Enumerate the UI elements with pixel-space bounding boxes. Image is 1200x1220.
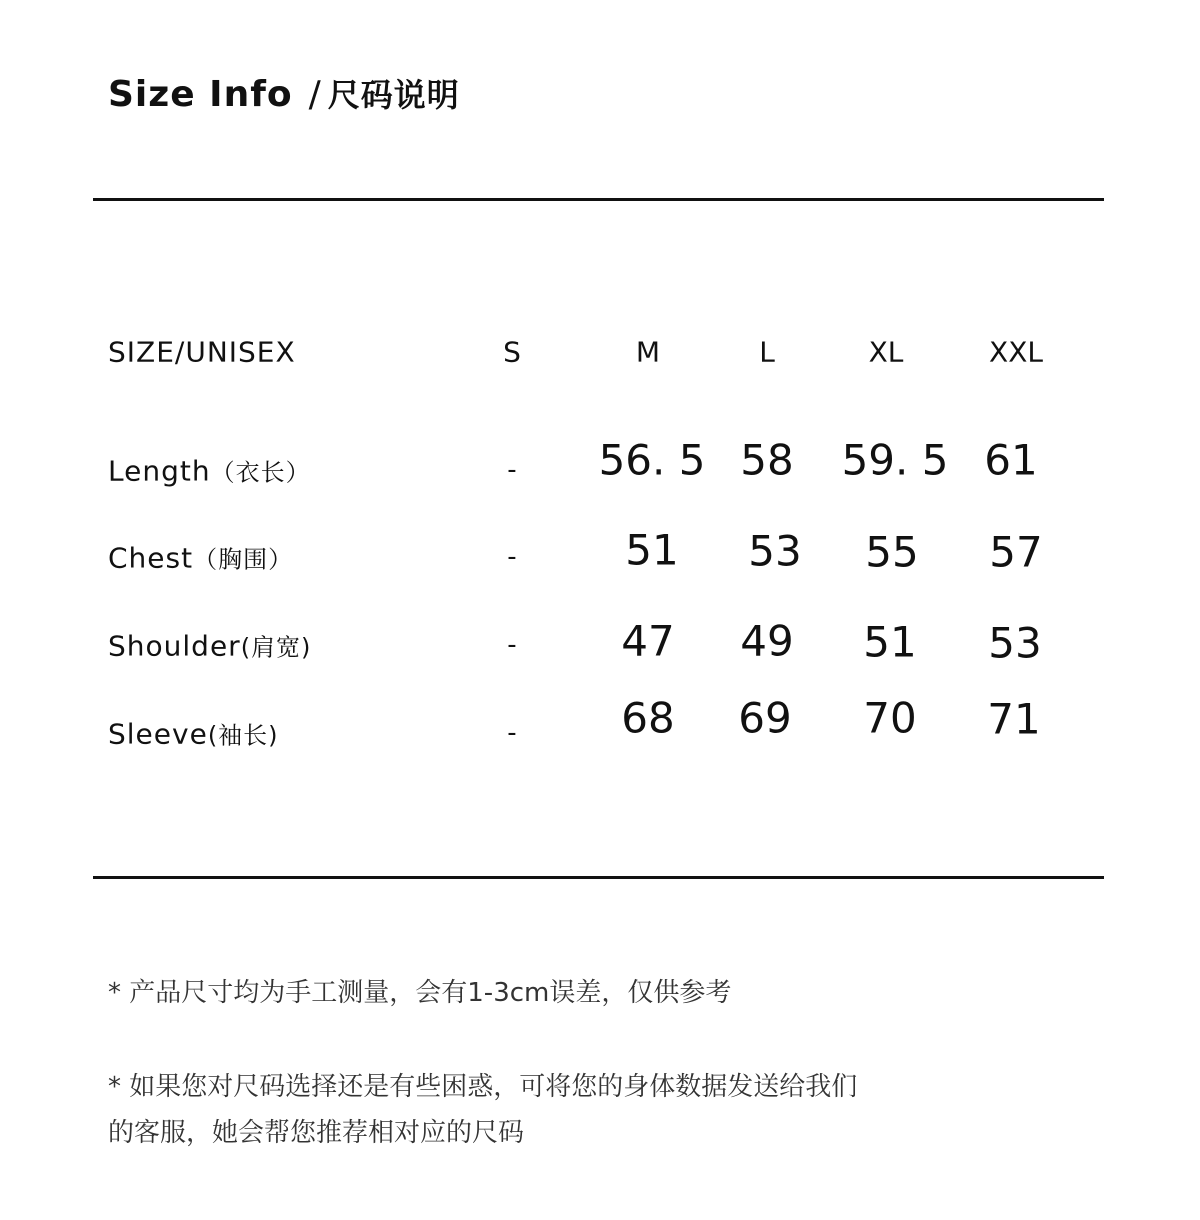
customer-service-note xyxy=(108,1064,857,1156)
table-cell: 71 xyxy=(987,694,1041,744)
row-label-cn: （胸围） xyxy=(193,545,294,574)
table-row-label-chest xyxy=(108,540,293,575)
table-row-label-shoulder xyxy=(108,628,311,663)
top-divider xyxy=(93,198,1104,201)
table-cell: 53 xyxy=(748,526,802,576)
table-cell: - xyxy=(507,718,517,748)
row-label-en: Sleeve xyxy=(108,717,208,751)
bottom-divider xyxy=(93,876,1104,879)
title-english: Size Info xyxy=(108,74,293,115)
note-line: * 产品尺寸均为手工测量，会有1-3cm误差，仅供参考 xyxy=(108,978,732,1008)
table-cell: 55 xyxy=(865,527,919,577)
size-column-m: M xyxy=(635,335,661,369)
note-line: * 如果您对尺码选择还是有些困惑，可将您的身体数据发送给我们 xyxy=(108,1072,858,1102)
size-column-s: S xyxy=(503,335,521,369)
table-cell: 57 xyxy=(989,527,1043,577)
table-row-label-sleeve xyxy=(108,716,279,751)
page-title xyxy=(108,70,460,116)
table-cell: - xyxy=(507,630,517,660)
row-label-en: Shoulder xyxy=(108,629,241,663)
table-row-label-length xyxy=(108,453,311,488)
measurement-note xyxy=(108,970,731,1016)
size-header-label: SIZE/UNISEX xyxy=(108,335,296,369)
note-line: 的客服，她会帮您推荐相对应的尺码 xyxy=(108,1118,525,1148)
row-label-cn: (袖长) xyxy=(207,721,279,750)
row-label-en: Chest xyxy=(108,541,194,575)
table-cell: 47 xyxy=(621,616,675,666)
table-cell: 69 xyxy=(738,693,792,743)
table-cell: 58 xyxy=(740,435,794,485)
table-cell: 56. 5 xyxy=(598,435,706,485)
table-cell: - xyxy=(507,542,517,572)
size-column-l: L xyxy=(759,335,775,369)
size-column-xxl: XXL xyxy=(989,335,1043,369)
table-cell: 53 xyxy=(988,618,1042,668)
table-cell: 59. 5 xyxy=(841,435,949,485)
table-cell: 49 xyxy=(740,616,794,666)
title-separator: / xyxy=(308,74,322,115)
table-cell: 61 xyxy=(984,435,1038,485)
row-label-en: Length xyxy=(108,454,211,488)
table-cell: 51 xyxy=(625,525,679,575)
table-cell: 70 xyxy=(863,693,917,743)
row-label-cn: (肩宽) xyxy=(240,633,312,662)
table-cell: - xyxy=(507,455,517,485)
row-label-cn: （衣长） xyxy=(210,458,311,487)
size-column-xl: XL xyxy=(868,335,904,369)
title-chinese: 尺码说明 xyxy=(327,76,460,114)
table-cell: 68 xyxy=(621,693,675,743)
table-cell: 51 xyxy=(863,617,917,667)
